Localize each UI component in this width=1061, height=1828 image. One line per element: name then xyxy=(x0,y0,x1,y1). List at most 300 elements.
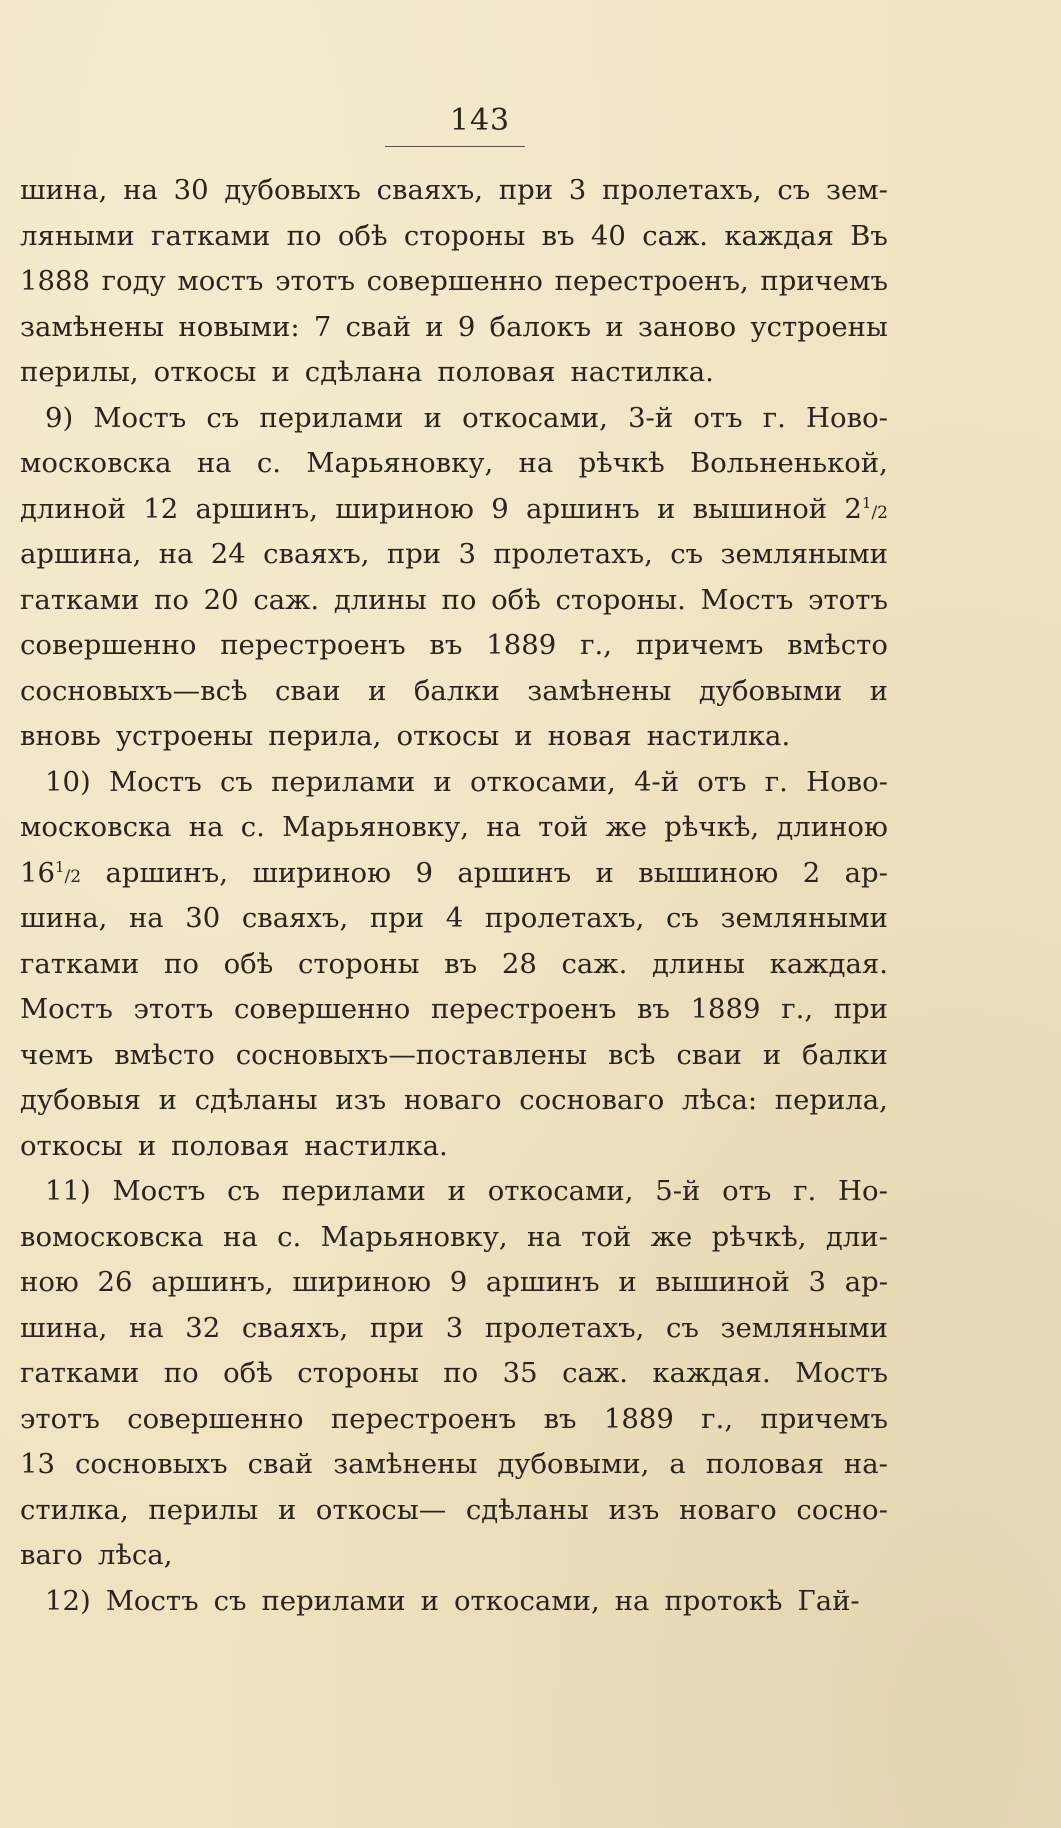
word: причемъ xyxy=(760,1402,888,1435)
word: лѣса: xyxy=(681,1084,758,1116)
word: на xyxy=(128,902,164,934)
word: Мостъ xyxy=(105,1584,199,1617)
word: г., xyxy=(701,1402,734,1435)
word: настилка. xyxy=(646,720,791,752)
word: сваяхъ, xyxy=(263,538,370,570)
text-line xyxy=(20,760,888,806)
word: стороны xyxy=(297,1357,419,1389)
word: Ново- xyxy=(806,765,888,798)
word: совершенно xyxy=(233,993,411,1025)
text-line xyxy=(20,623,888,669)
fraction: $^1$/2 xyxy=(861,493,888,523)
word: сосновыхъ—поставлены xyxy=(235,1038,588,1071)
word: по xyxy=(443,1357,479,1389)
word: совершенно xyxy=(127,1402,304,1435)
word: отъ xyxy=(722,1175,772,1207)
word: той xyxy=(538,811,589,843)
word: сосновыхъ—всѣ xyxy=(20,674,248,707)
word: съ xyxy=(777,174,811,206)
word: совершенно xyxy=(20,629,197,661)
word: 4-й xyxy=(633,765,680,798)
word: 7 xyxy=(313,310,332,343)
word: въ xyxy=(444,947,478,980)
word: замѣнены xyxy=(527,674,672,707)
word: каждая. xyxy=(652,1357,771,1389)
word: 4 xyxy=(445,902,464,934)
word: по xyxy=(441,583,477,616)
word: 20 xyxy=(203,583,239,616)
text-line xyxy=(20,1260,888,1306)
word: и xyxy=(595,856,614,889)
word: сдѣлана xyxy=(304,356,423,388)
word: вмѣсто xyxy=(114,1038,215,1071)
word: совершенно xyxy=(366,265,543,297)
word: вышиною xyxy=(638,856,779,889)
word: земляными xyxy=(720,902,888,934)
text-line xyxy=(20,1215,888,1261)
word: с. xyxy=(256,447,282,479)
word: половая xyxy=(437,356,556,388)
text-line xyxy=(20,942,888,988)
word: мостъ xyxy=(177,265,264,297)
word: изъ xyxy=(335,1084,387,1116)
word: г. xyxy=(793,1175,817,1207)
word: этотъ xyxy=(275,265,355,297)
word: 9 xyxy=(449,1266,468,1298)
text-line xyxy=(20,714,888,760)
word: откосы xyxy=(20,1129,123,1162)
word: при xyxy=(833,993,888,1025)
text-line xyxy=(20,1124,888,1170)
text-line xyxy=(20,350,888,396)
word: балокъ xyxy=(489,310,592,343)
word: въ xyxy=(636,993,670,1025)
word: съ xyxy=(227,1175,260,1207)
page-number-rule xyxy=(385,146,525,147)
word: и xyxy=(618,1266,637,1298)
word: перила, xyxy=(268,720,382,752)
text-line xyxy=(20,1169,888,1215)
word: откосами, xyxy=(487,1175,634,1207)
word: изъ xyxy=(608,1493,660,1526)
word: 9 xyxy=(415,856,433,889)
word: на xyxy=(158,538,194,570)
word: Марьяновку, xyxy=(282,811,470,843)
word: сосновыхъ xyxy=(74,1448,228,1480)
text-line xyxy=(20,578,888,624)
word: 1888 xyxy=(20,265,90,297)
word: 2 xyxy=(802,856,821,889)
word: при xyxy=(369,1311,425,1344)
word: на xyxy=(527,1220,562,1253)
word: чемъ xyxy=(20,1038,94,1071)
word: 11) xyxy=(45,1175,91,1207)
word: обѣ xyxy=(223,1357,273,1389)
word: на xyxy=(128,1311,164,1344)
word: перилами xyxy=(271,765,416,798)
word: 30 xyxy=(173,174,209,206)
word: откосами, xyxy=(462,401,608,434)
word: откосы— xyxy=(315,1493,447,1526)
word: г., xyxy=(781,993,814,1025)
text-line xyxy=(20,259,888,305)
word: заново xyxy=(637,310,737,343)
word: при xyxy=(386,538,442,570)
word: 9 xyxy=(491,492,509,525)
word: откосами, xyxy=(469,765,616,798)
word: обѣ xyxy=(491,583,541,616)
word: сваяхъ, xyxy=(241,902,349,934)
word: же xyxy=(650,1220,693,1253)
word: рѣчкѣ xyxy=(578,447,665,479)
word: и xyxy=(869,674,888,707)
word: гатками xyxy=(20,1357,140,1389)
word: саж. xyxy=(642,219,709,252)
word: зем- xyxy=(825,174,888,206)
word: перилы xyxy=(148,1493,259,1526)
word: перилы, xyxy=(20,356,139,388)
word: г., xyxy=(580,629,612,661)
text-line xyxy=(20,805,888,851)
word: перестроенъ xyxy=(430,993,617,1025)
word: стороны xyxy=(403,219,526,252)
word: съ xyxy=(670,538,704,570)
word: с. xyxy=(240,811,265,843)
word: и xyxy=(762,1038,782,1071)
word: Мостъ xyxy=(795,1357,888,1389)
word: и xyxy=(447,1175,466,1207)
word: 40 xyxy=(590,219,626,252)
word: ваго xyxy=(20,1539,83,1571)
word: дубовыя xyxy=(20,1084,141,1116)
word: въ xyxy=(543,1402,577,1435)
word: откосами, xyxy=(453,1584,600,1617)
word: новая xyxy=(547,720,632,752)
word: обѣ xyxy=(337,219,388,252)
word: обѣ xyxy=(223,947,274,980)
word: шириною xyxy=(252,856,392,889)
word: 24 xyxy=(210,538,246,570)
word: пролетахъ, xyxy=(484,1311,645,1344)
word: пролетахъ, xyxy=(493,538,653,570)
word: и xyxy=(514,720,533,752)
word: пролетахъ, xyxy=(602,174,762,206)
word: 13 xyxy=(20,1448,55,1480)
word: при xyxy=(369,902,425,934)
body-text xyxy=(20,168,888,1624)
word: 2 xyxy=(844,492,862,525)
word: 3-й xyxy=(628,401,674,434)
word: балки xyxy=(802,1038,888,1071)
word: 16 xyxy=(20,856,55,889)
word: и xyxy=(271,356,290,388)
text-line xyxy=(20,1397,888,1443)
word: замѣнены xyxy=(20,310,165,343)
fraction: $^1$/2 xyxy=(55,857,82,887)
word: устроены xyxy=(750,310,888,343)
text-line xyxy=(20,896,888,942)
word: 10) xyxy=(45,765,91,798)
word: аршинъ, xyxy=(151,1266,274,1298)
text-line xyxy=(20,1442,888,1488)
word: балки xyxy=(413,674,500,707)
word: стороны. xyxy=(555,583,686,616)
word: 12) xyxy=(45,1584,91,1617)
word: шина, xyxy=(20,902,108,934)
word: Мостъ xyxy=(700,583,794,616)
word: и xyxy=(657,492,676,525)
word: 1889 xyxy=(603,1402,674,1435)
word: съ xyxy=(213,1584,247,1617)
word: а xyxy=(669,1448,686,1480)
word: г. xyxy=(762,401,786,434)
word: вмѣсто xyxy=(787,629,888,661)
word: и xyxy=(137,1129,157,1162)
word: сосно- xyxy=(796,1493,888,1526)
text-line xyxy=(20,851,888,897)
word: на xyxy=(196,447,232,479)
text-line xyxy=(20,168,888,214)
word: Мостъ xyxy=(93,401,187,434)
word: ляными xyxy=(20,219,135,252)
word: сдѣланы xyxy=(194,1084,318,1116)
text-line xyxy=(20,532,888,578)
word: ар- xyxy=(844,856,888,889)
word: аршинъ, xyxy=(195,492,318,525)
word: вышиной xyxy=(655,1266,790,1298)
word: Марьяновку, xyxy=(320,1220,508,1253)
word: перестроенъ xyxy=(220,629,406,661)
word: ар- xyxy=(844,1266,888,1298)
word: стилка, xyxy=(20,1493,129,1526)
word: сваяхъ, xyxy=(241,1311,349,1344)
word: Гай- xyxy=(797,1584,860,1617)
word: Но- xyxy=(838,1175,888,1207)
word: и xyxy=(423,401,442,434)
word: гатками xyxy=(20,947,140,980)
word: въ xyxy=(429,629,463,661)
word: по xyxy=(154,583,189,616)
word: рѣчкѣ, xyxy=(711,1220,807,1253)
word: причемъ xyxy=(760,265,888,297)
word: дубовыхъ xyxy=(224,174,361,206)
word: гатками xyxy=(151,219,271,252)
word: на- xyxy=(843,1448,888,1480)
word: сдѣланы xyxy=(465,1493,589,1526)
word: всѣ xyxy=(608,1038,656,1071)
word: Мостъ xyxy=(20,993,113,1025)
word: 32 xyxy=(185,1311,221,1344)
text-line xyxy=(20,441,888,487)
word: по xyxy=(164,947,199,980)
word: 28 xyxy=(501,947,537,980)
page-number: 143 xyxy=(449,103,511,138)
word: вышиной xyxy=(692,492,828,525)
word: лѣса, xyxy=(97,1539,173,1571)
word: перилами xyxy=(261,1584,406,1617)
word: 9) xyxy=(45,401,74,434)
word: длиною xyxy=(776,811,888,843)
text-line xyxy=(20,305,888,351)
word: и xyxy=(420,1584,439,1617)
text-line xyxy=(20,1533,888,1579)
word: аршинъ, xyxy=(105,856,228,889)
word: длины xyxy=(333,583,427,616)
word: сваи xyxy=(275,674,341,707)
word: настилка. xyxy=(304,1129,448,1162)
word: перилами xyxy=(259,401,404,434)
word: шириною xyxy=(292,1266,432,1298)
word: свай xyxy=(345,310,412,343)
word: 1889 xyxy=(486,629,557,661)
word: саж. xyxy=(253,583,320,616)
word: вомосковска xyxy=(20,1220,204,1253)
word: г. xyxy=(764,765,788,798)
word: новаго xyxy=(678,1493,777,1526)
word: и xyxy=(433,765,452,798)
word: на xyxy=(123,174,158,206)
word: же xyxy=(605,811,648,843)
text-line xyxy=(20,214,888,260)
word: и xyxy=(425,310,444,343)
word: Марьяновку, xyxy=(306,447,494,479)
word: каждая xyxy=(724,219,834,252)
word: при xyxy=(498,174,554,206)
word: Мостъ xyxy=(112,1175,206,1207)
word: аршинъ xyxy=(457,856,572,889)
word: замѣнены xyxy=(333,1448,478,1480)
mixed-number xyxy=(20,851,81,897)
word: сваи xyxy=(676,1038,742,1071)
word: аршина, xyxy=(20,538,142,570)
word: на xyxy=(188,811,224,843)
word: 12 xyxy=(143,492,179,525)
word: устроены xyxy=(115,720,254,752)
word: отъ xyxy=(693,401,743,434)
word: шина, xyxy=(20,1311,108,1344)
word: по xyxy=(163,1357,199,1389)
text-line xyxy=(20,396,888,442)
word: 3 xyxy=(808,1266,827,1298)
word: московска xyxy=(20,811,172,843)
text-line xyxy=(20,1033,888,1079)
word: той xyxy=(581,1220,632,1253)
word: дубовыми, xyxy=(497,1448,650,1480)
word: новаго xyxy=(403,1084,502,1116)
word: перестроенъ, xyxy=(554,265,749,297)
word: Ново- xyxy=(806,401,888,434)
word: рѣчкѣ, xyxy=(664,811,760,843)
word: настилка. xyxy=(570,356,714,388)
word: и xyxy=(368,674,387,707)
text-line xyxy=(20,1351,888,1397)
word: откосы xyxy=(153,356,257,388)
word: земляными xyxy=(720,538,888,570)
word: въ xyxy=(541,219,575,252)
word: съ xyxy=(666,1311,699,1344)
word: по xyxy=(286,219,322,252)
word: этотъ xyxy=(133,993,214,1025)
word: стороны xyxy=(297,947,420,980)
word: новыми: xyxy=(178,310,300,343)
word: на xyxy=(614,1584,650,1617)
word: московска xyxy=(20,447,172,479)
word: Вольненькой, xyxy=(689,447,888,479)
word: 5-й xyxy=(655,1175,701,1207)
word: перила, xyxy=(774,1084,888,1116)
word: этотъ xyxy=(20,1402,100,1435)
text-line xyxy=(20,1579,888,1625)
word: пролетахъ, xyxy=(484,902,645,934)
mixed-number xyxy=(844,487,888,533)
word: на xyxy=(223,1220,258,1253)
text-line xyxy=(20,669,888,715)
word: отъ xyxy=(697,765,747,798)
word: каждая. xyxy=(769,947,888,980)
word: саж. xyxy=(562,1357,628,1389)
word: с. xyxy=(277,1220,302,1253)
word: 35 xyxy=(502,1357,538,1389)
word: 3 xyxy=(445,1311,464,1344)
word: съ xyxy=(219,765,253,798)
word: причемъ xyxy=(635,629,764,661)
word: Мостъ xyxy=(108,765,202,798)
word: году xyxy=(101,265,166,297)
word: аршинъ xyxy=(525,492,640,525)
word: и xyxy=(158,1084,177,1116)
word: дли- xyxy=(825,1220,888,1253)
word: аршинъ xyxy=(485,1266,600,1298)
word: перилами xyxy=(281,1175,426,1207)
word: 1889 xyxy=(690,993,761,1025)
word: 9 xyxy=(457,310,476,343)
word: сосноваго xyxy=(519,1084,665,1116)
word: вновь xyxy=(20,720,101,752)
word: 3 xyxy=(458,538,476,570)
word: дубовыми xyxy=(698,674,843,707)
word: съ xyxy=(206,401,240,434)
word: и xyxy=(277,1493,297,1526)
word: саж. xyxy=(561,947,628,980)
word: на xyxy=(518,447,554,479)
text-line xyxy=(20,987,888,1033)
word: на xyxy=(486,811,521,843)
word: 30 xyxy=(185,902,221,934)
word: Въ xyxy=(850,219,888,252)
word: шириною xyxy=(335,492,474,525)
word: шина, xyxy=(20,174,108,206)
word: протокѣ xyxy=(664,1584,783,1617)
word: длиной xyxy=(20,492,126,525)
word: гатками xyxy=(20,583,140,616)
text-line xyxy=(20,487,888,533)
word: съ xyxy=(666,902,699,934)
word: половая xyxy=(171,1129,290,1162)
word: этотъ xyxy=(808,583,888,616)
word: ною xyxy=(20,1266,79,1298)
text-line xyxy=(20,1306,888,1352)
word: и xyxy=(605,310,624,343)
word: откосы xyxy=(396,720,500,752)
word: половая xyxy=(705,1448,824,1480)
word: перестроенъ xyxy=(330,1402,517,1435)
word: сваяхъ, xyxy=(376,174,484,206)
word: свай xyxy=(247,1448,314,1480)
word: длины xyxy=(652,947,745,980)
word: 3 xyxy=(568,174,587,206)
text-line xyxy=(20,1488,888,1534)
word: 26 xyxy=(97,1266,133,1298)
